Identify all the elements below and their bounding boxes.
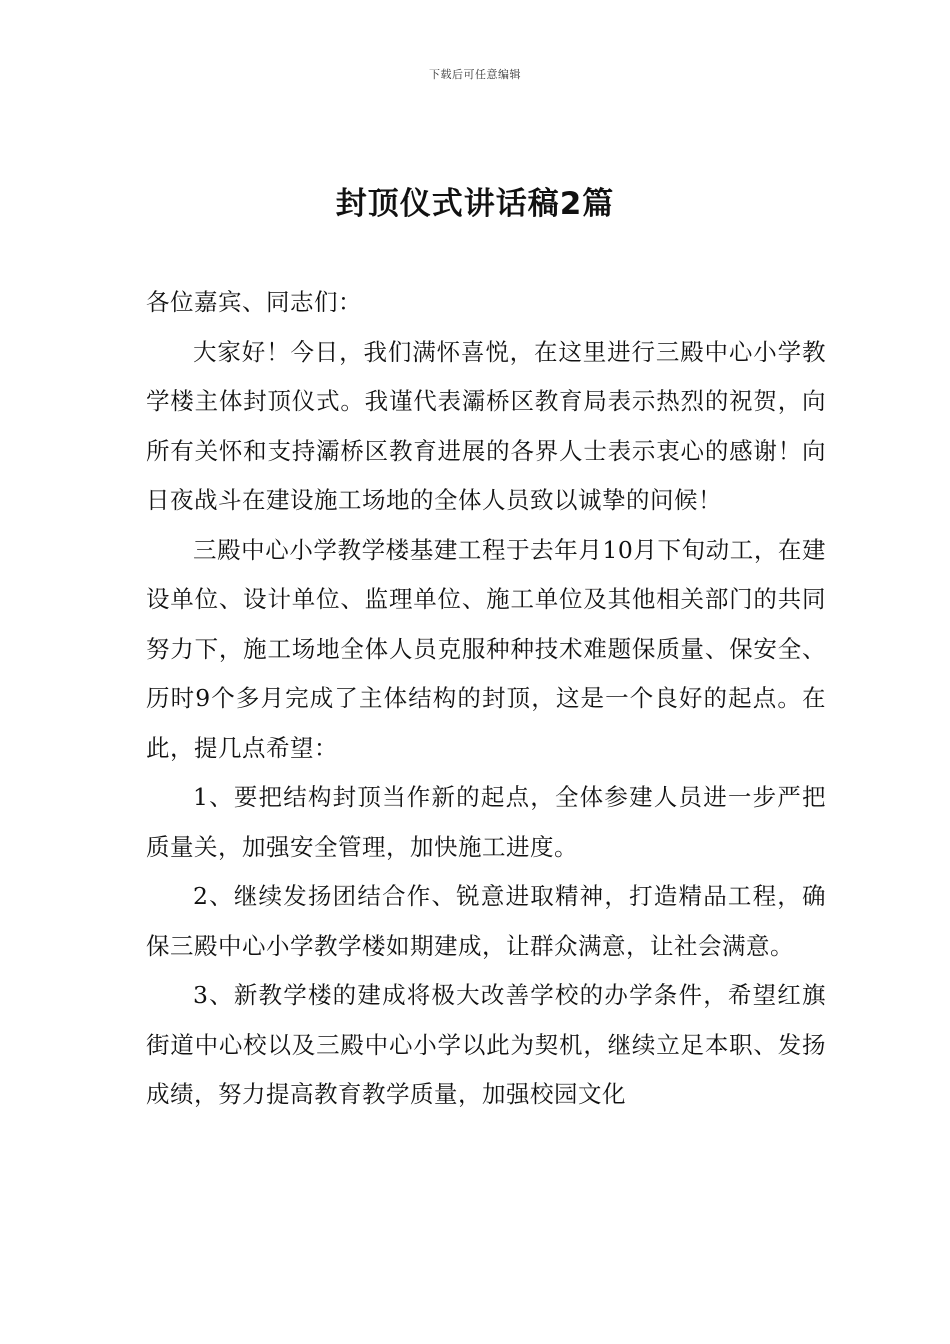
- paragraph-hope-3: 3、新教学楼的建成将极大改善学校的办学条件，希望红旗街道中心校以及三殿中心小学以此为契机，继续立足本职、发扬成绩，努力提高教育教学质量，加强校园文化: [146, 981, 826, 1108]
- paragraph-project-progress: 三殿中心小学教学楼基建工程于去年月10月下旬动工，在建设单位、设计单位、监理单位、施工单位及其他相关部门的共同努力下，施工场地全体人员克服种种技术难题保质量、保安全、历时9个多月完成了主体结构的封顶，这是一个良好的起点。在此，提几点希望：: [146, 535, 826, 762]
- document-body: [146, 278, 826, 1120]
- salutation: 各位嘉宾、同志们：: [146, 288, 362, 316]
- paragraph-hope-1: 1、要把结构封顶当作新的起点，全体参建人员进一步严把质量关，加强安全管理，加快施工进度。: [146, 783, 826, 861]
- paragraph-greeting: 大家好！今日，我们满怀喜悦，在这里进行三殿中心小学教学楼主体封顶仪式。我谨代表灞桥区教育局表示热烈的祝贺，向所有关怀和支持灞桥区教育进展的各界人士表示衷心的感谢！向日夜战斗在建设施工场地的全体人员致以诚挚的问候！: [146, 337, 826, 514]
- paragraph-hope-2: 2、继续发扬团结合作、锐意进取精神，打造精品工程，确保三殿中心小学教学楼如期建成，让群众满意，让社会满意。: [146, 882, 826, 960]
- header-note: 下载后可任意编辑: [429, 68, 521, 81]
- document-title: 封顶仪式讲话稿2篇: [335, 186, 615, 222]
